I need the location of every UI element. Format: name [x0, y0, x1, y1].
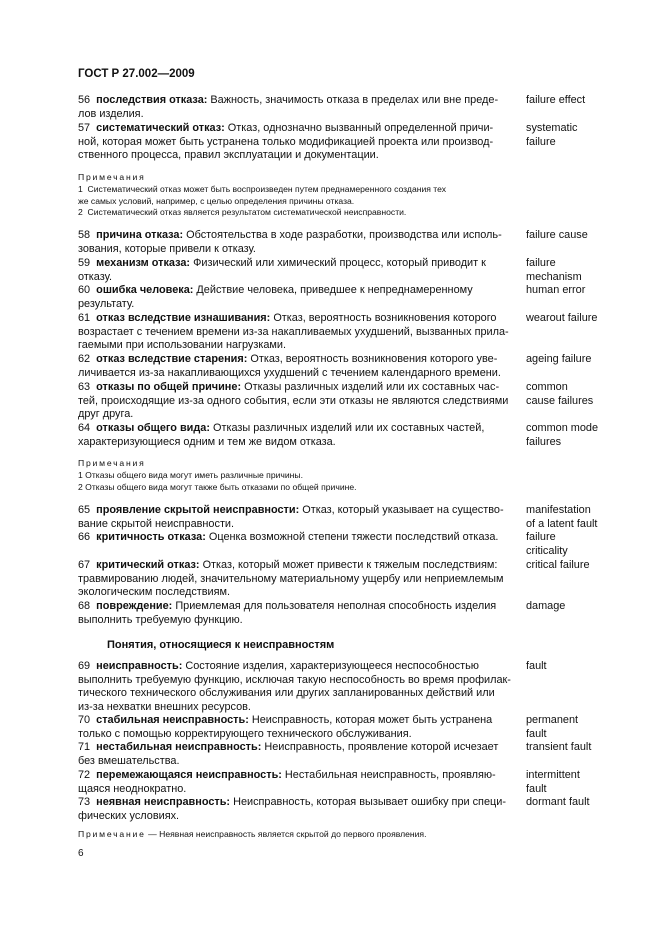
term-61-en: wearout failure [526, 312, 598, 324]
note-label: Примечания [78, 458, 146, 468]
term-68: 68 повреждение: Приемлемая для пользователя неполная способность изделия выполнить требуемую функцию. [78, 600, 497, 626]
term-70: 70 стабильная неисправность: Неисправность, которая может быть устранена только с помощью корректирующего технического обслуживания. [78, 714, 493, 740]
term-73-en: dormant fault [526, 796, 590, 808]
term-62-en: ageing failure [526, 353, 592, 365]
note-label: Примечания [78, 172, 146, 182]
term-64: 64 отказы общего вида: Отказы различных изделий или их составных частей, характеризующиеся одним и тем же видом отказа. [78, 422, 485, 448]
term-56-en: failure effect [526, 94, 586, 106]
page-header: ГОСТ Р 27.002—2009 [78, 68, 195, 80]
note-block-1: Примечания 1 Систематический отказ может быть воспроизведен путем преднамеренного создания тех же самых условий, например, с целью определения причины отказа. 2 Систематический отказ является результатом систематической неисправности. [78, 172, 510, 219]
page-number: 6 [78, 848, 84, 859]
term-69: 69 неисправность: Состояние изделия, характеризующееся неспособностью выполнить требуемую функцию, исключая такую неспособность во время профилак- тического технического обслуживания или других запланированных действий или из-за нехватки внешних ресурсов. [78, 660, 511, 713]
term-57-en: systematic failure [526, 122, 578, 148]
term-72: 72 перемежающаяся неисправность: Нестабильная неисправность, проявляю- щаяся неоднократно. [78, 769, 496, 795]
term-63-en: common cause failures [526, 381, 594, 407]
term-64-en: common mode failures [526, 422, 599, 448]
term-69-en: fault [526, 660, 547, 672]
term-56: 56 последствия отказа: Важность, значимость отказа в пределах или вне преде- лов изделия. [78, 94, 499, 120]
term-73: 73 неявная неисправность: Неисправность, которая вызывает ошибку при специ- фических условиях. [78, 796, 506, 822]
term-60-en: human error [526, 284, 586, 296]
term-68-en: damage [526, 600, 566, 612]
term-63: 63 отказы по общей причине: Отказы различных изделий или их составных час- тей, происходящие из-за одного события, если эти отказы не являются следствиями друг друга. [78, 381, 509, 420]
term-67-en: critical failure [526, 559, 590, 571]
term-58: 58 причина отказа: Обстоятельства в ходе разработки, производства или исполь- зования, которые привели к отказу. [78, 229, 502, 255]
term-65: 65 проявление скрытой неисправности: Отказ, который указывает на существо- вание скрытой неисправности. [78, 504, 504, 530]
term-72-en: intermittent fault [526, 769, 580, 795]
term-57: 57 систематический отказ: Отказ, однозначно вызванный определенной причи- ной, которая может быть устранена только модификацией проекта или производ- ственного процесса, правил эксплуатации и документации. [78, 122, 494, 161]
term-59-en: failure mechanism [526, 257, 582, 283]
note-block-2: Примечания 1 Отказы общего вида могут иметь различные причины. 2 Отказы общего вида могут также быть отказами по общей причине. [78, 458, 510, 493]
term-71: 71 нестабильная неисправность: Неисправность, проявление которой исчезает без вмешательства. [78, 741, 499, 767]
term-67: 67 критический отказ: Отказ, который может привести к тяжелым последствиям: травмированию людей, значительному материальному ущербу или неприемлемым экологическим последствиям. [78, 559, 504, 598]
term-60: 60 ошибка человека: Действие человека, приведшее к непреднамеренному результату. [78, 284, 473, 310]
note-label: Примечание [78, 829, 146, 839]
term-62: 62 отказ вследствие старения: Отказ, вероятность возникновения которого уве- личивается из-за накапливающихся ухудшений с течением календарного времени. [78, 353, 501, 379]
term-70-en: permanent fault [526, 714, 579, 740]
term-61: 61 отказ вследствие изнашивания: Отказ, вероятность возникновения которого возрастает с течением времени из-за накапливаемых ухудшений, вызванных прила- гаемыми при использовании нагрузками. [78, 312, 509, 351]
term-59: 59 механизм отказа: Физический или химический процесс, который приводит к отказу. [78, 257, 486, 283]
section-title: Понятия, относящиеся к неисправностям [107, 639, 335, 651]
term-71-en: transient fault [526, 741, 592, 753]
note-block-3: Примечание — Неявная неисправность является скрытой до первого проявления. [78, 829, 427, 839]
term-58-en: failure cause [526, 229, 588, 241]
term-66: 66 критичность отказа: Оценка возможной степени тяжести последствий отказа. [78, 531, 499, 543]
term-66-en: failure criticality [526, 531, 568, 557]
term-65-en: manifestation of a latent fault [526, 504, 598, 530]
